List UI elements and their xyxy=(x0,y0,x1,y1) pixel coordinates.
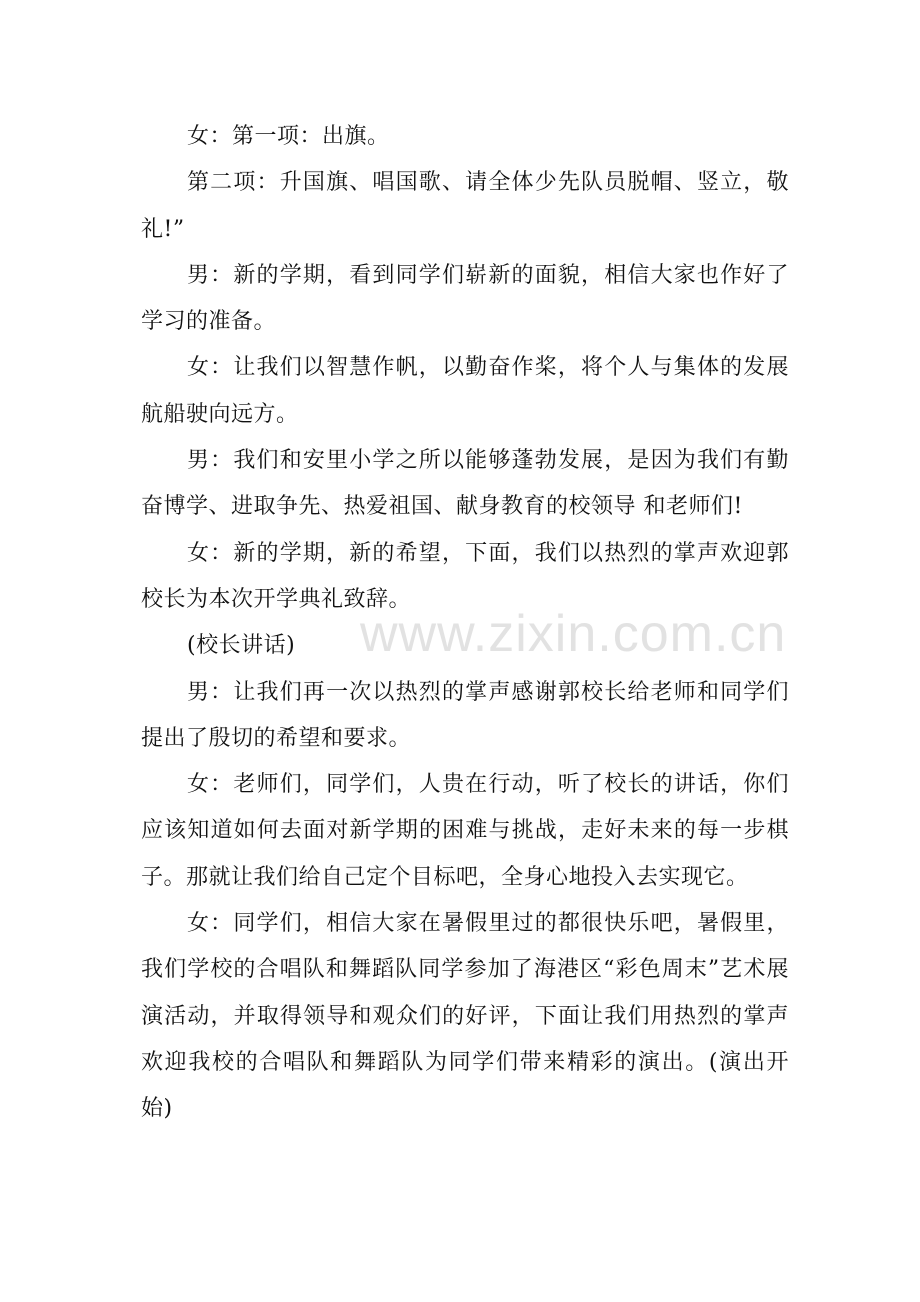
paragraph-6: 女：新的学期，新的希望，下面，我们以热烈的掌声欢迎郭校长为本次开学典礼致辞。 xyxy=(141,540,789,612)
paragraph-9: 女：老师们，同学们，人贵在行动，听了校长的讲话，你们应该知道如何去面对新学期的困难与挑战，走好未来的每一步棋子。那就让我们给自己定个目标吧，全身心地投入去实现它。 xyxy=(141,772,789,890)
paragraph-4: 女：让我们以智慧作帆，以勤奋作桨，将个人与集体的发展航船驶向远方。 xyxy=(141,355,789,427)
watermark: www.zixin.com.cn xyxy=(360,605,787,663)
paragraph-1: 女：第一项：出旗。 xyxy=(187,124,390,149)
document-body xyxy=(141,114,789,1133)
paragraph-3: 男：新的学期，看到同学们崭新的面貌，相信大家也作好了学习的准备。 xyxy=(141,262,789,335)
paragraph-10: 女：同学们，相信大家在暑假里过的都很快乐吧，暑假里，我们学校的合唱队和舞蹈队同学参加了海港区“彩色周末”艺术展演活动，并取得领导和观众们的好评，下面让我们用热烈的掌声欢迎我校的合唱队和舞蹈队为同学们带来精彩的演出。(演出开始) xyxy=(141,911,789,1122)
paragraph-5: 男：我们和安里小学之所以能够蓬勃发展，是因为我们有勤奋博学、进取争先、热爱祖国、献身教育的校领导 和老师们! xyxy=(141,448,789,520)
paragraph-2: 第二项：升国旗、唱国歌、请全体少先队员脱帽、竖立，敬礼!” xyxy=(141,170,789,242)
paragraph-7: (校长讲话) xyxy=(187,633,296,659)
paragraph-8: 男：让我们再一次以热烈的掌声感谢郭校长给老师和同学们提出了殷切的希望和要求。 xyxy=(141,679,789,751)
